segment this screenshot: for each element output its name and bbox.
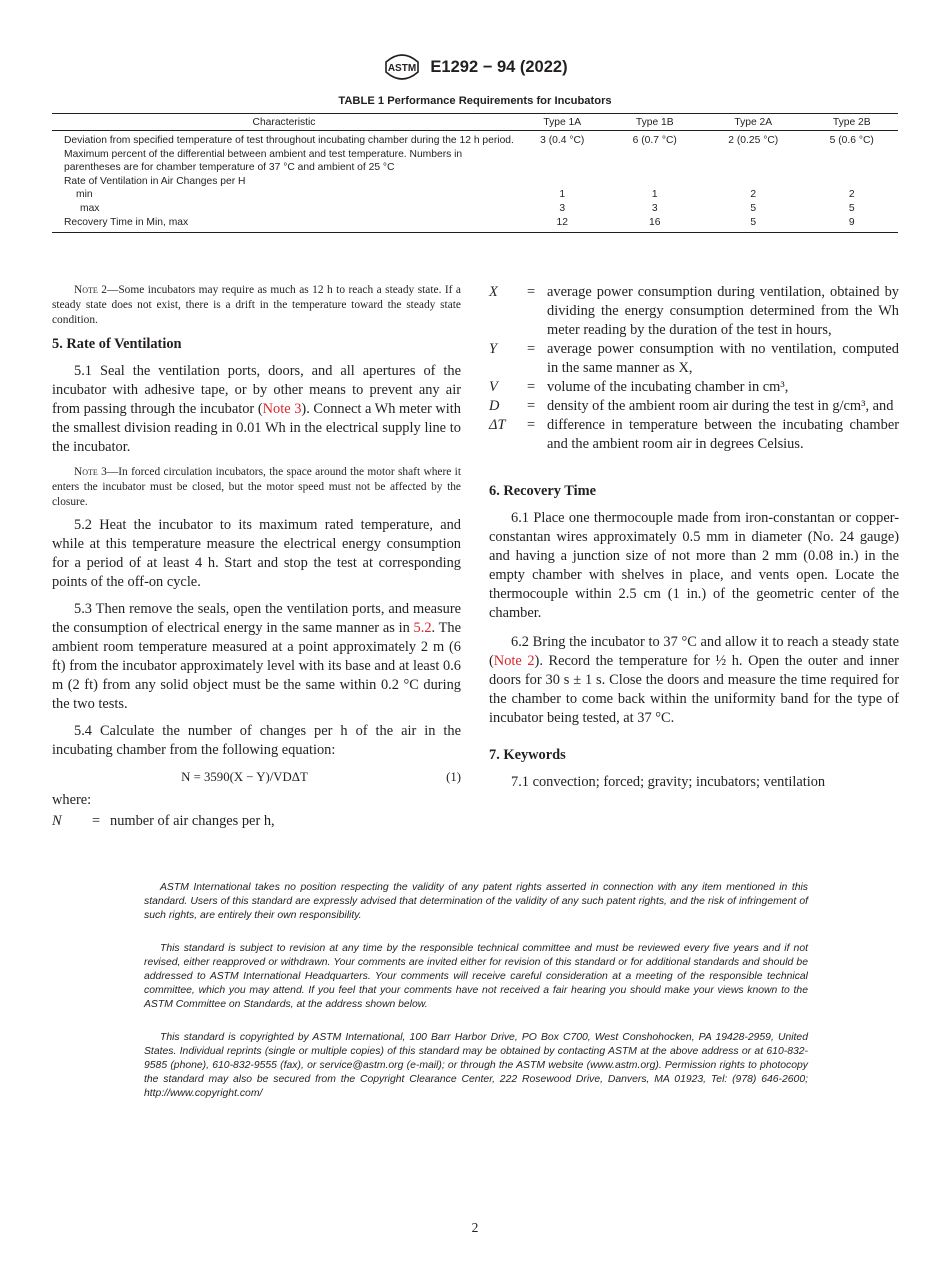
page-number: 2 [471, 1220, 479, 1235]
table-row [52, 131, 898, 175]
document-designation: E1292 − 94 (2022) [430, 57, 568, 76]
cell-value: 5 [848, 202, 855, 214]
table-row [52, 216, 898, 233]
cell-value: 16 [609, 216, 702, 233]
paragraph-5-1-text-end: ). Connect a Wh meter with the smallest division reading in 0.01 Wh in the electrical supply line to the incubator. [52, 400, 461, 455]
definition-equals: = [92, 813, 101, 830]
row-label: Deviation from specified temperature of test throughout incubating chamber during the 12 h period. Maximum percent of the differential between ambient and test temperature. Numbers in parentheses are for chamber temperature of 37 °C and ambient of 25 °C [64, 135, 514, 174]
definition-symbol: X [489, 284, 498, 300]
cell-value: 2 [750, 189, 757, 201]
row-label: Recovery Time in Min, max [52, 216, 516, 233]
paragraph-7-1: 7.1 convection; forced; gravity; incubators; ventilation [511, 774, 826, 790]
table-caption: TABLE 1 Performance Requirements for Incubators [338, 95, 612, 107]
cell-value: 1 [651, 189, 658, 201]
cell-value: 1 [559, 189, 566, 201]
paragraph-5-3 [52, 600, 461, 714]
logo-text: ASTM [388, 63, 417, 74]
paragraph-6-2-text-end: ). Record the temperature for ½ h. Open the outer and inner doors for 30 s ± 1 s. Close the doors and measure the time required for the chamber to come back within the uniformity band for the type of incubator being tested, at 37 °C. [489, 653, 899, 726]
definition-equals: = [527, 398, 536, 414]
footer-copyright-notice: This standard is copyrighted by ASTM International, 100 Barr Harbor Drive, PO Box C700, West Conshohocken, PA 19428-2959, United States. Individual reprints (single or multiple copies) of this standard may be obtained by contacting ASTM at the above address or at 610-832-9585 (phone), 610-832-9555 (fax), or service@astm.org (e-mail); or through the ASTM website (www.astm.org). Permission rights to photocopy the standard may also be secured from the Copyright Clearance Center, 222 Rosewood Drive, Danvers, MA 01923, Tel: (978) 646-2600; http://www.copyright.com/ [144, 1032, 808, 1099]
cell-value: 2 (0.25 °C) [728, 135, 779, 146]
definition-equals: = [527, 284, 536, 300]
header-characteristic: Characteristic [52, 114, 516, 131]
cell-value [516, 175, 609, 189]
section-5-2-link[interactable]: 5.2 [413, 620, 432, 637]
cell-value: 5 (0.6 °C) [829, 135, 874, 146]
table-row [52, 202, 898, 216]
right-column [489, 283, 899, 800]
definition-symbol: ΔT [489, 417, 506, 433]
table-row [52, 175, 898, 189]
paragraph-5-1 [52, 362, 461, 457]
paragraph-5-2: 5.2 Heat the incubator to its maximum rated temperature, and while at this temperature measure the electrical energy consumption for a period of at least 4 h. Start and stop the test at corresponding points of the off-on cycle. [52, 517, 461, 591]
definition-text: volume of the incubating chamber in cm³, [547, 379, 789, 395]
table-header-row [52, 114, 898, 131]
paragraph-6-2-text: 6.2 Bring the incubator to 37 °C and allow it to reach a steady state ( [489, 634, 899, 669]
note-2-text: —Some incubators may require as much as 12 h to reach a steady state. If a steady state does not exist, there is a drift in the temperature toward the steady state condition. [52, 284, 461, 327]
section-6-heading: 6. Recovery Time [489, 483, 596, 499]
header-type-2a: Type 2A [701, 114, 805, 131]
section-7-heading: 7. Keywords [489, 747, 566, 763]
note-2-label: Note 2 [74, 284, 107, 296]
definition-equals: = [527, 379, 536, 395]
definition-text: average power consumption with no ventilation, computed in the same manner as X, [547, 341, 899, 376]
left-column [52, 283, 461, 831]
row-label: Rate of Ventilation in Air Changes per H [64, 175, 246, 187]
header-type-1b: Type 1B [609, 114, 702, 131]
paragraph-5-4: 5.4 Calculate the number of changes per h of the air in the incubating chamber from the following equation: [52, 723, 461, 759]
definition-equals: = [527, 341, 536, 357]
definition-symbol: N [52, 813, 62, 830]
definition-symbol: Y [489, 341, 498, 357]
cell-value: 2 [848, 189, 855, 201]
cell-value: 9 [805, 216, 898, 233]
footer-patent-notice: ASTM International takes no position respecting the validity of any patent rights asserted in connection with any item mentioned in this standard. Users of this standard are expressly advised that determination of the validity of any such patent rights, and the risk of infringement of such rights, are entirely their own responsibility. [144, 882, 808, 921]
definition-delta-t [489, 416, 899, 454]
equation-number: (1) [446, 770, 461, 785]
cell-value: 3 (0.4 °C) [540, 135, 585, 146]
cell-value: 3 [559, 202, 566, 214]
note-3-label: Note 3 [74, 465, 107, 478]
header-type-1a: Type 1A [516, 114, 609, 131]
footer-revision-notice: This standard is subject to revision at any time by the responsible technical committee and must be reviewed every five years and if not revised, either reapproved or withdrawn. Your comments are invited either for revision of this standard or for additional standards and should be addressed to ASTM International Headquarters. Your comments will receive careful consideration at a meeting of the responsible technical committee, which you may attend. If you feel that your comments have not received a fair hearing you should make your views known to the ASTM Committee on Standards, at the address shown below. [144, 943, 808, 1010]
note-2-link[interactable]: Note 2 [493, 653, 535, 669]
note-3-text: —In forced circulation incubators, the space around the motor shaft where it enters the incubator must be closed, but the motor speed must not be affected by the closure. [52, 465, 461, 509]
cell-value: 5 [750, 202, 757, 214]
cell-value [609, 175, 702, 189]
definition-text: number of air changes per h, [110, 813, 275, 830]
cell-value [701, 175, 805, 189]
page-header [0, 50, 950, 90]
cell-value: 6 (0.7 °C) [632, 135, 677, 146]
definition-symbol: D [489, 398, 500, 414]
paragraph-5-3-text-end: . The ambient room temperature measured at a point approximately 2 m (6 ft) from the incubator approximately level with its base and at least 0.6 m (2 ft) from any solid object must be the same within 0.2 °C during the two tests. [52, 620, 461, 713]
astm-logo-icon [382, 50, 422, 84]
performance-table [52, 113, 898, 233]
equation-body: N = 3590(X − Y)/VDΔT [181, 770, 308, 785]
where-label: where: [52, 792, 92, 809]
row-label: min [76, 189, 93, 201]
definition-text: density of the ambient room air during the test in g/cm³, and [547, 398, 894, 414]
paragraph-5-3-text: 5.3 Then remove the seals, open the ventilation ports, and measure the consumption of electrical energy in the same manner as in [52, 601, 461, 637]
definition-d [489, 397, 899, 416]
definition-v [489, 378, 899, 397]
note-2 [52, 283, 461, 329]
cell-value: 5 [701, 216, 805, 233]
paragraph-6-1: 6.1 Place one thermocouple made from iron-constantan or copper-constantan wires approximately 0.5 mm in diameter (No. 24 gauge) and having a junction size of not more than 2 mm (0.08 in.) in the empty chamber with shelves in place, and vents open. Locate the thermocouple within 2.5 cm (1 in.) of the geometric center of the chamber. [489, 510, 899, 621]
header-type-2b: Type 2B [805, 114, 898, 131]
paragraph-6-2 [489, 633, 899, 728]
cell-value [805, 175, 898, 189]
definition-text: difference in temperature between the incubating chamber and the ambient room air in degrees Celsius. [547, 417, 899, 452]
row-label: max [80, 202, 100, 214]
note-3-link[interactable]: Note 3 [262, 400, 302, 417]
equation-1 [52, 768, 461, 787]
definition-n [52, 812, 461, 831]
note-3 [52, 465, 461, 511]
definition-text: average power consumption during ventilation, obtained by dividing the energy consumption determined from the Wh meter reading by the duration of the test in hours, [547, 284, 899, 338]
cell-value: 12 [516, 216, 609, 233]
definition-equals: = [527, 417, 536, 433]
section-5-heading: 5. Rate of Ventilation [52, 335, 182, 352]
definition-y [489, 340, 899, 378]
definition-x [489, 283, 899, 340]
definition-symbol: V [489, 379, 498, 395]
paragraph-5-1-text: 5.1 Seal the ventilation ports, doors, and all apertures of the incubator with adhesive tape, or by other means to prevent any air from passing through the incubator ( [52, 362, 461, 417]
cell-value: 3 [651, 202, 658, 214]
table-row [52, 188, 898, 202]
